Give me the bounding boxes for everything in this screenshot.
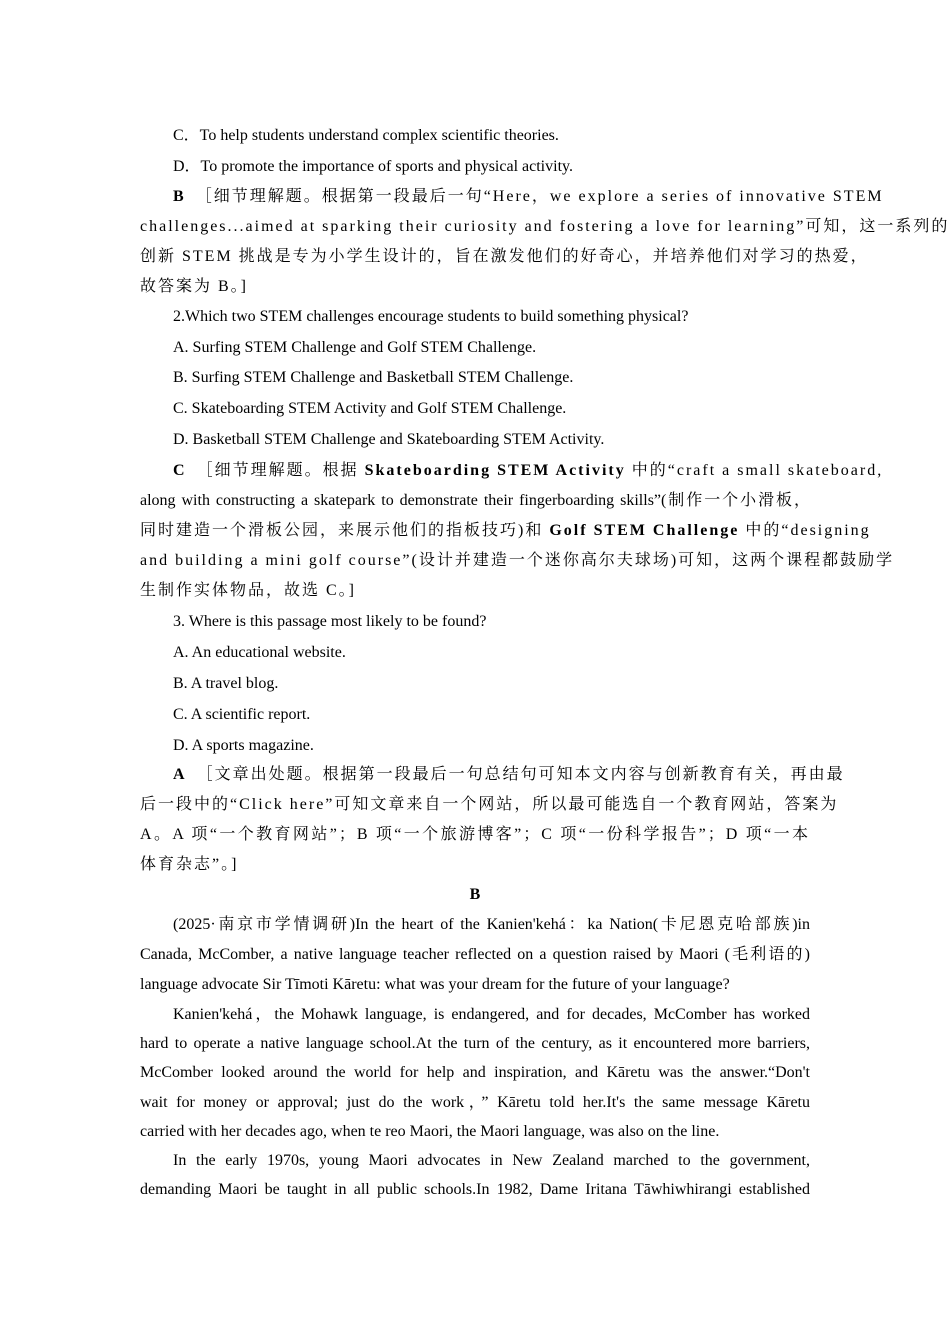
passage-line: hard to operate a native language school.At the turn of the century, as it encountered more barriers, (140, 1035, 810, 1052)
passage-line: (2025·南京市学情调研)In the heart of the Kanien'kehá：ka Nation(卡尼恩克哈部族)in (173, 916, 810, 933)
q1-explanation-text: ［细节理解题。根据第一段最后一句“Here，we explore a series of innovative STEM (203, 188, 884, 205)
passage-line: demanding Maori be taught in all public schools.In 1982, Dame Iritana Tāwhiwhirangi established (140, 1181, 810, 1198)
q2-answer-letter: C (173, 462, 187, 479)
section-heading: B (469, 886, 481, 903)
q3-answer-letter: A (173, 766, 187, 783)
q3-explanation-line: 体育杂志”。] (140, 856, 239, 873)
q3-explanation-line: A。A 项“一个教育网站”；B 项“一个旅游博客”；C 项“一份科学报告”；D 项“一本 (140, 826, 810, 843)
q1-explanation-line: 创新 STEM 挑战是专为小学生设计的，旨在激发他们的好奇心，并培养他们对学习的热爱， (140, 248, 869, 265)
q2-explanation-text: 中的“designing (739, 522, 871, 539)
q1-option-c: C．To help students understand complex scientific theories. (173, 127, 559, 144)
q1-explanation-line: challenges...aimed at sparking their curiosity and fostering a love for learning”可知，这一系列的 (140, 218, 950, 235)
passage-line: Kanien'kehá，the Mohawk language, is endangered, and for decades, McComber has worked (173, 1006, 810, 1023)
q2-explanation-line: 生制作实体物品，故选 C。] (140, 582, 357, 599)
q2-explanation-line: along with constructing a skatepark to demonstrate their fingerboarding skills”(制作一个小滑板， (140, 492, 810, 509)
passage-line: Canada, McComber, a native language teacher reflected on a question raised by Maori (毛利语的) (140, 946, 810, 963)
passage-line: language advocate Sir Tīmoti Kāretu: what was your dream for the future of your language? (140, 976, 730, 993)
q2-explanation-line: and building a mini golf course”(设计并建造一个迷你高尔夫球场)可知，这两个课程都鼓励学 (140, 552, 895, 569)
q1-answer-letter: B (173, 188, 186, 205)
passage-line: wait for money or approval; just do the work，” Kāretu told her.It's the same message Kāretu (140, 1094, 810, 1111)
q2-explanation-line (173, 461, 884, 481)
q3-explanation-line (173, 765, 845, 785)
q2-explanation-text: 中的“craft a small skateboard, (625, 462, 884, 479)
q3-question: 3. Where is this passage most likely to be found? (173, 613, 487, 630)
q2-explanation-line (140, 521, 871, 541)
q2-explanation-text: 同时建造一个滑板公园，来展示他们的指板技巧)和 (140, 522, 550, 539)
q1-explanation-line: 故答案为 B。] (140, 278, 249, 295)
q3-option-a: A. An educational website. (173, 644, 346, 661)
q2-explanation-text: ［细节理解题。根据 (204, 462, 365, 479)
passage-line: carried with her decades ago, when te reo Maori, the Maori language, was also on the line. (140, 1123, 720, 1140)
q1-option-d: D．To promote the importance of sports and physical activity. (173, 158, 573, 175)
q3-explanation-text: ［文章出处题。根据第一段最后一句总结句可知本文内容与创新教育有关，再由最 (204, 766, 845, 783)
q2-option-a: A. Surfing STEM Challenge and Golf STEM Challenge. (173, 339, 537, 356)
q2-option-b: B. Surfing STEM Challenge and Basketball STEM Challenge. (173, 369, 574, 386)
q2-option-d: D. Basketball STEM Challenge and Skateboarding STEM Activity. (173, 431, 605, 448)
q2-explanation-bold: Skateboarding STEM Activity (364, 462, 626, 479)
q2-question: 2.Which two STEM challenges encourage students to build something physical? (173, 308, 689, 325)
q3-explanation-line: 后一段中的“Click here”可知文章来自一个网站，所以最可能选自一个教育网站，答案为 (140, 796, 839, 813)
q1-explanation-line (173, 187, 884, 207)
q2-explanation-bold: Golf STEM Challenge (549, 522, 740, 539)
passage-line: In the early 1970s, young Maori advocates in New Zealand marched to the government, (173, 1152, 810, 1169)
q3-option-b: B. A travel blog. (173, 675, 279, 692)
q3-option-d: D. A sports magazine. (173, 737, 314, 754)
passage-line: McComber looked around the world for help and inspiration, and Kāretu was the answer.“Don't (140, 1064, 810, 1081)
q3-option-c: C. A scientific report. (173, 706, 311, 723)
q2-option-c: C. Skateboarding STEM Activity and Golf STEM Challenge. (173, 400, 567, 417)
